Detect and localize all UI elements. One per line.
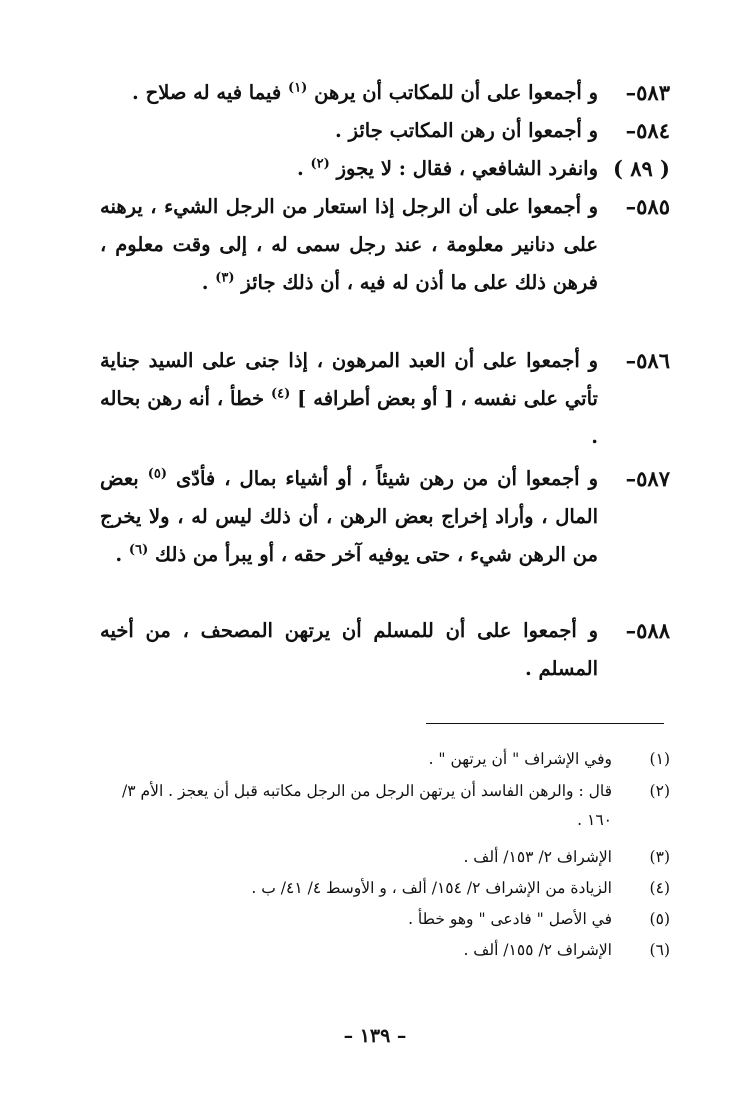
- entry-text: وانفرد الشافعي ، فقال : لا يجوز $^{(٢)}$ .: [296, 156, 598, 180]
- entry-587: [100, 460, 670, 574]
- entry-text: و أجمعوا أن رهن المكاتب جائز .: [335, 119, 598, 142]
- footnote-number: (٦): [649, 941, 670, 959]
- entry-text: و أجمعوا أن من رهن شيئاً ، أو أشياء بمال ، فأدّى $^{(٥)}$ بعض المال ، وأراد إخراج بعض الرهن ، أن ذلك ليس له ، ولا يخرج من الرهن شيء ، حتى يوفيه آخر حقه ، أو يبرأ من ذلك $^{(٦)}$ .: [100, 466, 598, 566]
- footnote-number: (٣): [649, 848, 670, 866]
- footnote-number: (٢): [649, 782, 670, 800]
- footnote-number: (٤): [649, 879, 670, 897]
- entry-text: و أجمعوا على أن العبد المرهون ، إذا جنى على السيد جناية تأتي على نفسه ، [ أو بعض أطرافه ] $^{(٤)}$ خطأ ، أنه رهن بحاله .: [100, 349, 598, 448]
- footnote-ref: (٣): [215, 270, 235, 286]
- footnote-4: [100, 874, 670, 903]
- footnote-divider: [426, 723, 664, 724]
- footnote-number: (١): [649, 750, 670, 768]
- footnote-5: [100, 905, 670, 934]
- footnote-3: [100, 843, 670, 872]
- entry-number: ٥٨٣–: [625, 80, 670, 105]
- footnote-ref: (٥): [147, 466, 168, 482]
- entry-number: ٥٨٥–: [625, 194, 670, 219]
- footnote-ref: (٤): [270, 386, 291, 402]
- footnote-ref: (٦): [128, 542, 149, 558]
- entry-585: [100, 188, 670, 302]
- entry-number: ٥٨٦–: [625, 348, 670, 373]
- entry-number: ( ٨٩ ): [612, 156, 670, 181]
- footnote-text: قال : والرهن الفاسد أن يرتهن الرجل من الرجل مكاتبه قبل أن يعجز . الأم ٣/ ١٦٠ .: [122, 782, 612, 829]
- footnote-1: [100, 745, 670, 774]
- footnote-text: وفي الإشراف " أن يرتهن " .: [428, 750, 612, 768]
- entry-text: و أجمعوا على أن الرجل إذا استعار من الرجل الشيء ، يرهنه على دنانير معلومة ، عند رجل سمى له ، إلى وقت معلوم ، فرهن ذلك على ما أذن له فيه ، أن ذلك جائز $^{(٣)}$ .: [100, 195, 598, 294]
- footnote-2: [100, 777, 670, 835]
- entry-text: و أجمعوا على أن للمسلم أن يرتهن المصحف ، من أخيه المسلم .: [100, 619, 598, 680]
- footnote-6: [100, 936, 670, 965]
- page-number: – ١٣٩ –: [343, 1025, 407, 1047]
- entry-588: [100, 612, 670, 688]
- footnote-text: في الأصل " فادعى " وهو خطأ .: [408, 910, 612, 928]
- entry-583: [100, 74, 670, 112]
- entry-number: ٥٨٧–: [625, 466, 670, 491]
- entry-number: ٥٨٨–: [625, 618, 670, 643]
- footnote-text: الإشراف ٢/ ١٥٣/ ألف .: [463, 848, 612, 866]
- entry-number: ٥٨٤–: [625, 118, 670, 143]
- entry-text: و أجمعوا على أن للمكاتب أن يرهن $^{(١)}$ فيما فيه له صلاح .: [132, 80, 598, 104]
- footnote-number: (٥): [649, 910, 670, 928]
- footnote-ref: (٢): [310, 156, 330, 172]
- entry-584: [100, 112, 670, 150]
- entry-89: [100, 150, 670, 188]
- footnote-text: الزيادة من الإشراف ٢/ ١٥٤/ ألف ، و الأوسط ٤/ ٤١/ ب .: [251, 879, 612, 897]
- footnote-text: الإشراف ٢/ ١٥٥/ ألف .: [463, 941, 612, 959]
- footnote-ref: (١): [288, 80, 308, 96]
- entry-586: [100, 342, 670, 456]
